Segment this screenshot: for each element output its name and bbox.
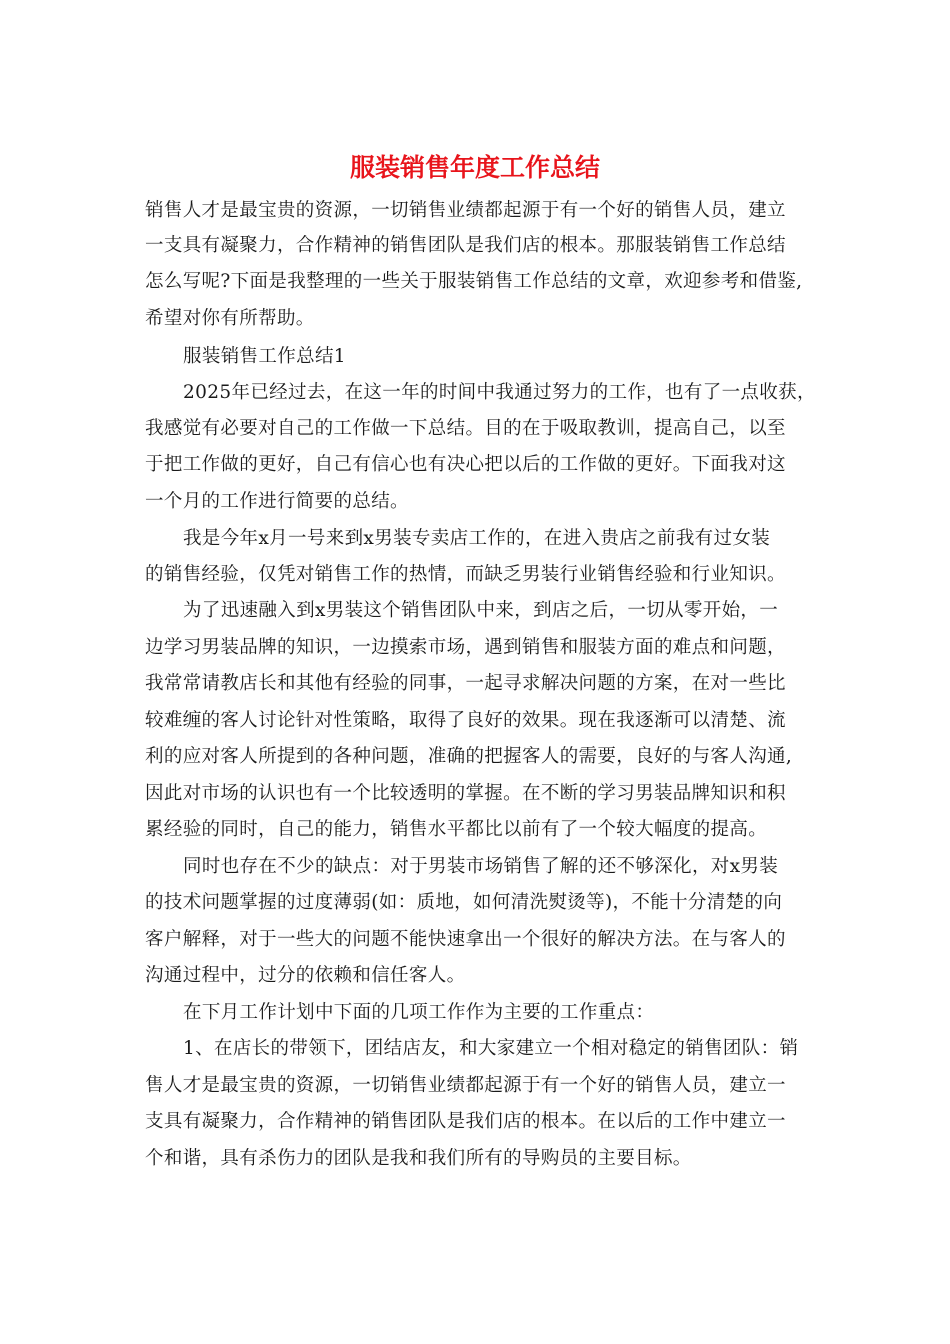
text-line: 怎么写呢?下面是我整理的一些关于服装销售工作总结的文章，欢迎参考和借鉴, bbox=[145, 271, 803, 292]
text-line: 个和谐，具有杀伤力的团队是我和我们所有的导购员的主要目标。 bbox=[145, 1148, 692, 1169]
text-line: 2025年已经过去，在这一年的时间中我通过努力的工作，也有了一点收获， bbox=[183, 382, 816, 403]
section-heading: 服装销售工作总结1 bbox=[183, 346, 346, 367]
text-line: 一个月的工作进行简要的总结。 bbox=[145, 491, 409, 512]
text-line: 因此对市场的认识也有一个比较透明的掌握。在不断的学习男装品牌知识和积 bbox=[145, 783, 786, 804]
text-line: 我是今年x月一号来到x男装专卖店工作的，在进入贵店之前我有过女装 bbox=[183, 528, 771, 549]
document-title: 服装销售年度工作总结 bbox=[349, 153, 600, 182]
text-line: 的技术问题掌握的过度薄弱(如：质地，如何清洗熨烫等)，不能十分清楚的向 bbox=[145, 892, 783, 913]
text-line: 销售人才是最宝贵的资源，一切销售业绩都起源于有一个好的销售人员，建立 bbox=[145, 200, 786, 221]
text-line: 希望对你有所帮助。 bbox=[145, 308, 315, 329]
text-line: 沟通过程中，过分的依赖和信任客人。 bbox=[145, 965, 466, 986]
text-line: 于把工作做的更好，自己有信心也有决心把以后的工作做的更好。下面我对这 bbox=[145, 454, 786, 475]
text-line: 一支具有凝聚力，合作精神的销售团队是我们店的根本。那服装销售工作总结 bbox=[145, 235, 786, 256]
text-line: 利的应对客人所提到的各种问题，准确的把握客人的需要，良好的与客人沟通, bbox=[145, 746, 793, 767]
text-line: 在下月工作计划中下面的几项工作作为主要的工作重点： bbox=[183, 1002, 655, 1023]
text-line: 较难缠的客人讨论针对性策略，取得了良好的效果。现在我逐渐可以清楚、流 bbox=[145, 710, 786, 731]
text-line: 客户解释，对于一些大的问题不能快速拿出一个很好的解决方法。在与客人的 bbox=[145, 929, 786, 950]
text-line: 我常常请教店长和其他有经验的同事，一起寻求解决问题的方案，在对一些比 bbox=[145, 673, 786, 694]
text-line: 累经验的同时，自己的能力，销售水平都比以前有了一个较大幅度的提高。 bbox=[145, 819, 768, 840]
text-line: 边学习男装品牌的知识，一边摸索市场，遇到销售和服装方面的难点和问题， bbox=[145, 637, 786, 658]
text-line: 1、在店长的带领下，团结店友，和大家建立一个相对稳定的销售团队：销 bbox=[183, 1038, 799, 1059]
text-line: 售人才是最宝贵的资源，一切销售业绩都起源于有一个好的销售人员，建立一 bbox=[145, 1075, 786, 1096]
text-line: 同时也存在不少的缺点：对于男装市场销售了解的还不够深化，对x男装 bbox=[183, 856, 779, 877]
text-line: 的销售经验，仅凭对销售工作的热情，而缺乏男装行业销售经验和行业知识。 bbox=[145, 564, 786, 585]
text-line: 我感觉有必要对自己的工作做一下总结。目的在于吸取教训，提高自己，以至 bbox=[145, 418, 786, 439]
text-line: 支具有凝聚力，合作精神的销售团队是我们店的根本。在以后的工作中建立一 bbox=[145, 1111, 786, 1132]
text-line: 为了迅速融入到x男装这个销售团队中来，到店之后，一切从零开始，一 bbox=[183, 600, 779, 621]
